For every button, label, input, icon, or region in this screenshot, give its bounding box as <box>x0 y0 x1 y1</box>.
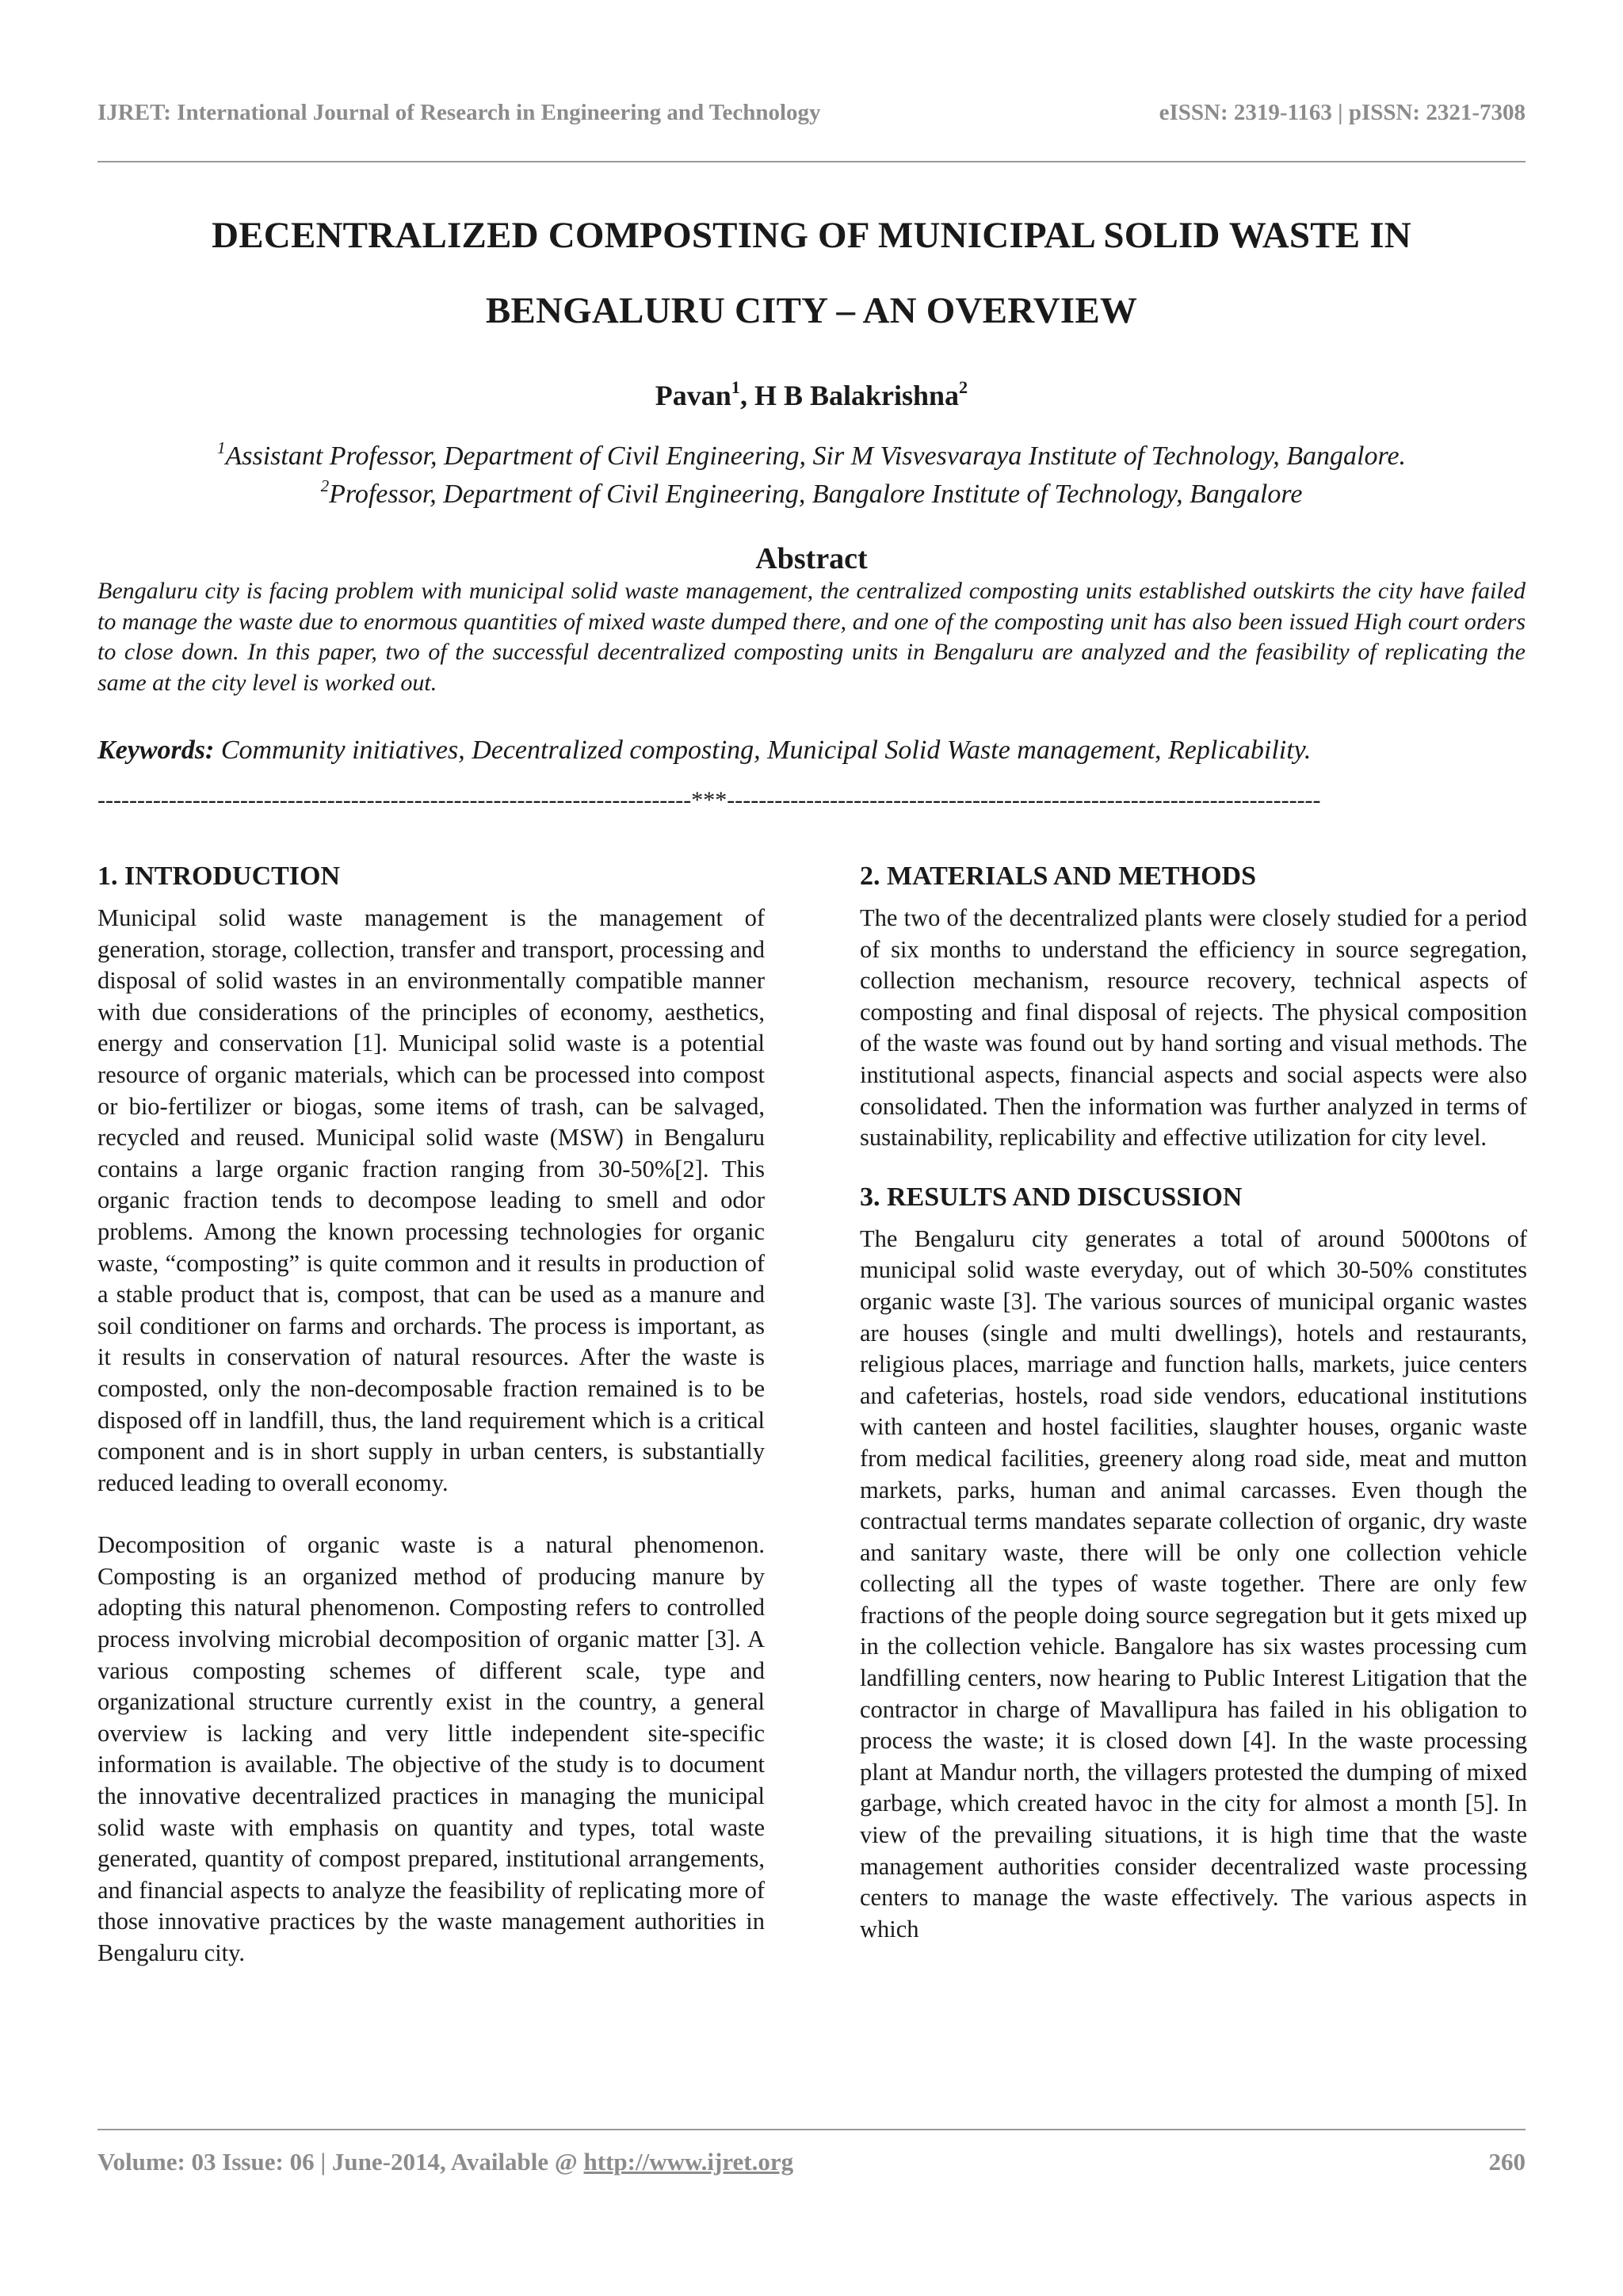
journal-link[interactable]: http://www.ijret.org <box>583 2148 794 2176</box>
header-rule <box>97 161 1526 162</box>
journal-name: IJRET: International Journal of Research in Engineering and Technology <box>97 100 821 125</box>
section-separator: ---------------------------------------------------------------------------***--------------------------------------------------------------------------- <box>97 787 1321 813</box>
author-list <box>79 377 1544 414</box>
affiliation-text: Assistant Professor, Department of Civil Engineering, Sir M Visvesvaraya Institute of Technology, Bangalore. <box>225 441 1407 471</box>
affiliations <box>79 437 1544 514</box>
affiliation-line <box>79 476 1544 514</box>
abstract-heading: Abstract <box>755 542 868 575</box>
author-affiliation-mark: 2 <box>959 376 968 397</box>
paper-title <box>79 198 1544 349</box>
issn-info: eISSN: 2319-1163 | pISSN: 2321-7308 <box>1159 100 1526 125</box>
paragraph: The Bengaluru city generates a total of around 5000tons of municipal solid waste everyday, out of which 30-50% constitutes organic waste [3]. The various sources of municipal organic wastes are houses (single and multi dwellings), hotels and restaurants, religious places, marriage and function halls, markets, juice centers and cafeterias, hostels, road side vendors, educational institutions with canteen and hostel facilities, slaughter houses, organic waste from medical facilities, greenery along road side, meat and mutton markets, parks, human and animal carcasses. Even though the contractual terms mandates separate collection of organic, dry waste and sanitary waste, there will be only one collection vehicle collecting all the types of waste together. There are only few fractions of the people doing source segregation but it gets mixed up in the collection vehicle. Bangalore has six wastes processing cum landfilling centers, now hearing to Public Interest Litigation that the contractor in charge of Mavallipura has failed in his obligation to process the waste; it is closed down [4]. In the waste processing plant at Mandur north, the villagers protested the dumping of mixed garbage, which created havoc in the city for almost a month [5]. In view of the prevailing situations, it is high time that the waste management authorities consider decentralized waste processing centers to manage the waste effectively. The various aspects in which <box>860 1224 1527 1943</box>
affiliation-mark: 2 <box>320 476 330 495</box>
title-line-2: BENGALURU CITY – AN OVERVIEW <box>485 290 1138 331</box>
paragraph: The two of the decentralized plants were closely studied for a period of six months to understand the efficiency in source segregation, collection mechanism, resource recovery, technical aspects of composting and final disposal of rejects. The physical composition of the waste was found out by hand sorting and visual methods. The institutional aspects, financial aspects and social aspects were also consolidated. Then the information was further analyzed in terms of sustainability, replicability and effective utilization for city level. <box>860 904 1527 1152</box>
keywords <box>97 733 1526 768</box>
section-heading-introduction: 1. INTRODUCTION <box>97 861 341 891</box>
author-name: Pavan <box>655 380 731 411</box>
volume-text: Volume: 03 Issue: 06 | June-2014, Available @ <box>97 2148 584 2176</box>
footer-rule <box>97 2129 1526 2130</box>
paragraph: Municipal solid waste management is the management of generation, storage, collection, transfer and transport, processing and disposal of solid wastes in an environmentally compatible manner with due considerations of the principles of economy, aesthetics, energy and conservation [1]. Municipal solid waste is a potential resource of organic materials, which can be processed into compost or bio-fertilizer or biogas, some items of trash, can be salvaged, recycled and reused. Municipal solid waste (MSW) in Bengaluru contains a large organic fraction ranging from 30-50%[2]. This organic fraction tends to decompose leading to smell and odor problems. Among the known processing technologies for organic waste, “composting” is quite common and it results in production of a stable product that is, compost, that can be used as a manure and soil conditioner on farms and orchards. The process is important, as it results in conservation of natural resources. After the waste is composted, only the non-decomposable fraction remained is to be disposed off in landfill, thus, the land requirement which is a critical component and is in short supply in urban centers, is substantially reduced leading to overall economy. <box>97 904 765 1496</box>
paragraph: Decomposition of organic waste is a natural phenomenon. Composting is an organized method of producing manure by adopting this natural phenomenon. Composting refers to controlled process involving microbial decomposition of organic matter [3]. A various composting schemes of different scale, type and organizational structure currently exist in the country, a general overview is lacking and very little independent site-specific information is available. The objective of the study is to document the innovative decentralized practices in managing the municipal solid waste with emphasis on quantity and types, total waste generated, quantity of compost prepared, institutional arrangements, and financial aspects to analyze the feasibility of replicating more of those innovative practices by the waste management authorities in Bengaluru city. <box>97 1531 765 1966</box>
volume-info <box>97 2148 793 2176</box>
section-heading-results: 3. RESULTS AND DISCUSSION <box>860 1182 1243 1212</box>
abstract-text: Bengaluru city is facing problem with municipal solid waste management, the centralized composting units established outskirts the city have failed to manage the waste due to enormous quantities of mixed waste dumped there, and one of the composting unit has also been issued High court orders to close down. In this paper, two of the successful decentralized composting units in Bengaluru are analyzed and the feasibility of replicating the same at the city level is worked out. <box>97 578 1526 696</box>
left-column <box>97 858 765 1969</box>
running-footer <box>97 2148 1526 2183</box>
section-heading-methods: 2. MATERIALS AND METHODS <box>860 861 1256 891</box>
author-name: H B Balakrishna <box>754 380 960 411</box>
keywords-label: Keywords: <box>97 735 215 765</box>
title-line-1: DECENTRALIZED COMPOSTING OF MUNICIPAL SOLID WASTE IN <box>212 215 1411 256</box>
page-number: 260 <box>1488 2148 1526 2176</box>
right-column <box>860 858 1527 1945</box>
keywords-text: Community initiatives, Decentralized composting, Municipal Solid Waste management, Replicability. <box>214 735 1312 765</box>
affiliation-text: Professor, Department of Civil Engineering, Bangalore Institute of Technology, Bangalore <box>329 479 1303 509</box>
running-header <box>97 100 1526 132</box>
author-separator: , <box>739 380 754 411</box>
affiliation-line <box>79 437 1544 476</box>
affiliation-mark: 1 <box>216 437 226 457</box>
author-affiliation-mark: 1 <box>731 376 740 397</box>
